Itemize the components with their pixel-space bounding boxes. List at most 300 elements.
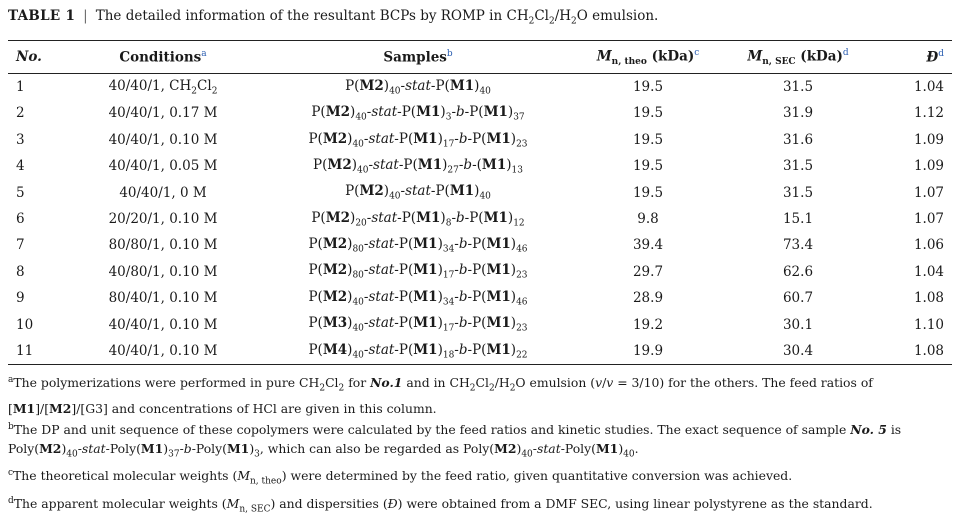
sample-text: ) bbox=[347, 262, 353, 279]
footnote-text: ) were obtained from a DMF SEC, using linear polystyrene as the standard. bbox=[397, 496, 873, 512]
sample-text: M2 bbox=[359, 77, 384, 94]
footnote-text: -Poly( bbox=[560, 440, 596, 456]
table-body bbox=[8, 73, 952, 364]
sample-text: M1 bbox=[413, 341, 438, 358]
data-table bbox=[8, 40, 952, 365]
cell-mn-theo: 28.9 bbox=[632, 290, 664, 307]
sample-text: 40 bbox=[352, 139, 364, 150]
sample-text: - bbox=[366, 209, 372, 226]
sample-text: M2 bbox=[327, 156, 352, 173]
sample-text: ) bbox=[350, 104, 356, 121]
footnote-text: M2 bbox=[494, 440, 517, 456]
sample-text: M2 bbox=[359, 183, 384, 200]
sample-text: 80 bbox=[352, 244, 364, 255]
footnote-text: 40 bbox=[521, 449, 533, 460]
footnote-text: M1 bbox=[226, 440, 250, 456]
footnote-text: for bbox=[344, 375, 371, 391]
footnote-text: M2 bbox=[39, 440, 62, 456]
cell-mn-sec: 73.4 bbox=[782, 237, 814, 254]
column-header-samples bbox=[258, 40, 578, 73]
sample-text: M3 bbox=[322, 315, 348, 332]
footnote-text: -Poly( bbox=[105, 440, 141, 456]
sample-text: M1 bbox=[486, 288, 511, 305]
column-header-mn-sec bbox=[718, 40, 878, 73]
sample-text: 40 bbox=[389, 86, 401, 97]
sample-text: b bbox=[458, 130, 468, 147]
cell-dispersity: 1.08 bbox=[878, 338, 952, 365]
sample-text: P( bbox=[308, 288, 323, 305]
cell-conditions bbox=[68, 259, 258, 285]
footnote-text: -Poly( bbox=[191, 440, 227, 456]
table-figure bbox=[8, 0, 952, 520]
sample-text: - bbox=[454, 262, 459, 279]
cell-mn-sec: 31.5 bbox=[782, 79, 814, 96]
table-row bbox=[8, 73, 952, 100]
sample-text: M1 bbox=[413, 130, 438, 147]
footnote-text: 2 bbox=[469, 383, 476, 394]
footnote-text: M2 bbox=[49, 400, 72, 416]
footnote-text: ) bbox=[61, 440, 67, 456]
footnote-text: 2 bbox=[509, 383, 516, 394]
sample-text: stat bbox=[368, 341, 395, 358]
sample-text: M1 bbox=[481, 156, 507, 173]
footnote-text: /H bbox=[494, 375, 510, 391]
sample-text: stat bbox=[371, 209, 398, 226]
sample-text: M1 bbox=[483, 104, 508, 121]
sample-text: - bbox=[363, 341, 369, 358]
cell-no: 3 bbox=[16, 131, 25, 148]
caption-text-segment: 2 bbox=[528, 16, 535, 27]
cell-no: 11 bbox=[8, 338, 68, 365]
cell-dispersity: 1.09 bbox=[913, 131, 944, 148]
conditions-text: 40/40/1, 0.10 M bbox=[108, 131, 218, 148]
cell-mn-theo: 19.2 bbox=[632, 316, 664, 333]
cell-mn-theo: 9.8 bbox=[637, 211, 659, 228]
sample-text: ) bbox=[442, 156, 448, 173]
sample-text: - bbox=[400, 77, 406, 94]
sample-text: M2 bbox=[322, 130, 348, 147]
sample-text: stat bbox=[368, 130, 395, 147]
table-row bbox=[8, 153, 952, 179]
sample-text: 40 bbox=[352, 323, 364, 334]
footnote-text: Cl bbox=[475, 375, 489, 391]
footnote-text: ]/[ bbox=[35, 400, 50, 416]
footnote-text: / bbox=[602, 375, 607, 391]
footnote-text: , which can also be regarded as Poly( bbox=[259, 440, 495, 456]
cell-mn-sec: 15.1 bbox=[782, 211, 814, 228]
sample-text: P( bbox=[345, 77, 360, 94]
sample-text: M1 bbox=[486, 315, 511, 332]
sample-text: 23 bbox=[516, 271, 528, 282]
cell-no: 6 bbox=[16, 211, 25, 228]
header-text: a bbox=[201, 49, 207, 60]
sample-text: - bbox=[363, 262, 369, 279]
footnote-text: n, theo bbox=[250, 476, 282, 487]
sample-text: -P( bbox=[397, 209, 417, 226]
footnote-text: ]/[G3] and concentrations of HCl are given in this column. bbox=[71, 400, 437, 416]
sample-text: M2 bbox=[322, 288, 348, 305]
sample-text: M1 bbox=[486, 341, 511, 358]
sample-text: 40 bbox=[357, 165, 369, 176]
footnote-text: M bbox=[226, 496, 240, 512]
footnote-text: 2 bbox=[338, 383, 345, 394]
column-header-dispersity bbox=[878, 40, 952, 73]
footnote-text: - bbox=[532, 440, 537, 456]
sample-text: stat bbox=[368, 236, 395, 253]
sample-text: M2 bbox=[322, 236, 348, 253]
cell-conditions bbox=[68, 153, 258, 179]
caption-text-segment: 2 bbox=[571, 16, 577, 27]
footnote-text: n, SEC bbox=[239, 504, 271, 515]
header-text: M bbox=[596, 48, 612, 65]
sample-text: - bbox=[451, 104, 456, 121]
table-row bbox=[8, 259, 952, 285]
header-text: b bbox=[446, 49, 453, 60]
sample-text: -P( bbox=[467, 315, 487, 332]
cell-conditions bbox=[68, 179, 258, 205]
cell-mn-sec: 31.6 bbox=[782, 131, 814, 148]
sample-text: 18 bbox=[442, 350, 455, 361]
cell-mn-sec: 31.9 bbox=[782, 105, 814, 122]
sample-text: ) bbox=[510, 236, 517, 253]
cell-mn-theo: 19.5 bbox=[632, 131, 664, 148]
sample-text: 40 bbox=[352, 350, 364, 361]
conditions-text: 20/20/1, 0.10 M bbox=[108, 211, 218, 228]
cell-sample bbox=[258, 206, 578, 232]
cell-sample bbox=[258, 259, 578, 285]
conditions-text: 40/40/1, 0.17 M bbox=[108, 105, 218, 122]
footnote-text: M1 bbox=[140, 440, 164, 456]
cell-dispersity: 1.06 bbox=[913, 237, 944, 254]
sample-text: - bbox=[363, 236, 369, 253]
conditions-text: 80/80/1, 0.10 M bbox=[108, 237, 218, 254]
sample-text: b bbox=[458, 262, 468, 279]
cell-mn-theo: 39.4 bbox=[632, 237, 664, 254]
caption-text-segment: O emulsion. bbox=[576, 8, 659, 24]
cell-dispersity: 1.07 bbox=[913, 184, 944, 201]
cell-no: 7 bbox=[16, 237, 25, 254]
sample-text: b bbox=[456, 209, 465, 226]
footnote-text: 37 bbox=[168, 449, 180, 460]
sample-text: - bbox=[363, 130, 369, 147]
footnote-text: a bbox=[8, 375, 14, 386]
caption-text-segment: Cl bbox=[534, 8, 549, 24]
footnote-text: The theoretical molecular weights ( bbox=[13, 468, 238, 484]
sample-text: -P( bbox=[464, 104, 484, 121]
sample-text: ) bbox=[510, 341, 517, 358]
table-row bbox=[8, 338, 952, 365]
table-row bbox=[8, 311, 952, 337]
sample-text: -P( bbox=[467, 288, 487, 305]
sample-text: stat bbox=[368, 315, 395, 332]
sample-text: P( bbox=[308, 262, 323, 279]
table-row bbox=[8, 285, 952, 311]
cell-sample bbox=[258, 338, 578, 365]
sample-text: - bbox=[363, 288, 369, 305]
sample-text: - bbox=[454, 130, 459, 147]
sample-text: stat bbox=[371, 104, 398, 121]
table-row bbox=[8, 232, 952, 258]
sample-text: ) bbox=[507, 209, 514, 226]
conditions-text: Cl bbox=[197, 77, 212, 94]
sample-text: ) bbox=[347, 130, 353, 147]
sample-text: - bbox=[366, 104, 372, 121]
footnote-text: ) bbox=[163, 440, 169, 456]
cell-mn-sec: 30.4 bbox=[718, 338, 878, 365]
footnote-text: ) bbox=[516, 440, 522, 456]
sample-text: M2 bbox=[322, 262, 348, 279]
conditions-text: 40/40/1, 0.10 M bbox=[108, 342, 218, 359]
cell-sample bbox=[258, 100, 578, 126]
footnote-text: 2 bbox=[488, 383, 495, 394]
footnote-text: ) bbox=[249, 440, 255, 456]
sample-text: 13 bbox=[511, 165, 523, 176]
sample-text: ) bbox=[506, 156, 512, 173]
footnote-b bbox=[8, 418, 952, 465]
cell-no: 9 bbox=[16, 290, 25, 307]
footnote-text: Đ bbox=[387, 496, 398, 512]
footnote-text: v bbox=[606, 375, 614, 391]
sample-text: M2 bbox=[325, 209, 351, 226]
header-text: (kDa) bbox=[795, 48, 843, 65]
sample-text: -P( bbox=[398, 156, 418, 173]
cell-dispersity: 1.04 bbox=[913, 79, 944, 96]
sample-text: ) bbox=[474, 183, 480, 200]
sample-text: P( bbox=[308, 236, 323, 253]
sample-text: M2 bbox=[325, 104, 351, 121]
conditions-text: 40/40/1, CH bbox=[108, 77, 192, 94]
table-row bbox=[8, 179, 952, 205]
sample-text: M1 bbox=[417, 156, 443, 173]
footnote-text: v bbox=[595, 375, 603, 391]
sample-text: -P( bbox=[394, 315, 414, 332]
header-text: Đ bbox=[926, 49, 939, 66]
header-text: n, SEC bbox=[762, 56, 796, 67]
sample-text: M1 bbox=[413, 236, 438, 253]
sample-text: -P( bbox=[464, 209, 484, 226]
footnote-text: is Poly( bbox=[8, 421, 902, 456]
sample-text: M1 bbox=[413, 288, 438, 305]
cell-sample bbox=[258, 311, 578, 337]
footnote-text: - bbox=[179, 440, 184, 456]
sample-text: M1 bbox=[416, 104, 441, 121]
sample-text: M1 bbox=[486, 262, 511, 279]
header-text: d bbox=[938, 49, 944, 60]
cell-mn-theo: 19.9 bbox=[578, 338, 718, 365]
sample-text: ) bbox=[437, 315, 443, 332]
footnote-text: . bbox=[634, 440, 639, 456]
sample-text: ) bbox=[437, 130, 443, 147]
sample-text: ) bbox=[383, 77, 390, 94]
sample-text: -P( bbox=[394, 262, 414, 279]
cell-sample bbox=[258, 127, 578, 153]
caption-text-segment: /H bbox=[554, 8, 572, 24]
cell-dispersity: 1.10 bbox=[913, 316, 944, 333]
sample-text: ) bbox=[437, 341, 443, 358]
cell-sample bbox=[258, 153, 578, 179]
cell-conditions bbox=[68, 311, 258, 337]
sample-text: M1 bbox=[416, 209, 441, 226]
sample-text: 37 bbox=[513, 112, 525, 123]
table-row bbox=[8, 206, 952, 232]
footnote-c bbox=[8, 464, 952, 492]
cell-sample bbox=[258, 179, 578, 205]
column-header-conditions bbox=[68, 40, 258, 73]
footnote-text: = 3/10) for the others. The feed ratios of [ bbox=[8, 375, 873, 416]
cell-conditions bbox=[68, 285, 258, 311]
sample-text: 40 bbox=[352, 297, 364, 308]
sample-text: -P( bbox=[394, 236, 414, 253]
sample-text: 3 bbox=[445, 112, 452, 123]
conditions-text: 40/40/1, 0.10 M bbox=[108, 316, 218, 333]
sample-text: 20 bbox=[355, 218, 367, 229]
sample-text: P( bbox=[311, 209, 326, 226]
cell-dispersity: 1.12 bbox=[913, 105, 944, 122]
footnote-text: 3 bbox=[254, 449, 260, 460]
sample-text: 12 bbox=[513, 218, 525, 229]
header-text: M bbox=[747, 48, 763, 65]
sample-text: - bbox=[458, 156, 464, 173]
conditions-text: 80/40/1, 0.10 M bbox=[108, 290, 218, 307]
sample-text: - bbox=[454, 341, 459, 358]
sample-text: M1 bbox=[449, 77, 475, 94]
sample-text: -P( bbox=[467, 262, 487, 279]
sample-text: - bbox=[363, 315, 369, 332]
sample-text: ) bbox=[350, 209, 356, 226]
cell-mn-sec: 62.6 bbox=[782, 263, 814, 280]
cell-dispersity: 1.09 bbox=[913, 158, 944, 175]
caption-separator: | bbox=[83, 8, 88, 24]
footnote-text: ) were determined by the feed ratio, given quantitative conversion was achieved. bbox=[281, 468, 793, 484]
footnote-text: The apparent molecular weights ( bbox=[13, 496, 227, 512]
cell-no: 4 bbox=[16, 158, 25, 175]
sample-text: M1 bbox=[483, 209, 508, 226]
cell-conditions bbox=[68, 232, 258, 258]
footnote-text: 2 bbox=[319, 383, 326, 394]
header-row bbox=[8, 40, 952, 73]
footnote-text: M bbox=[237, 468, 250, 484]
footnote-text: 40 bbox=[623, 449, 635, 460]
sample-text: M1 bbox=[449, 183, 475, 200]
cell-mn-sec: 30.1 bbox=[782, 316, 814, 333]
sample-text: 17 bbox=[442, 271, 455, 282]
sample-text: -P( bbox=[430, 77, 450, 94]
header-text: n, theo bbox=[611, 56, 647, 67]
cell-sample bbox=[258, 232, 578, 258]
sample-text: -P( bbox=[394, 130, 414, 147]
sample-text: ) bbox=[510, 130, 517, 147]
sample-text: b bbox=[458, 315, 468, 332]
cell-no: 8 bbox=[16, 263, 25, 280]
footnote-text: Cl bbox=[325, 375, 339, 391]
sample-text: -P( bbox=[467, 341, 487, 358]
footnote-text: b bbox=[183, 440, 192, 456]
sample-text: 80 bbox=[352, 271, 364, 282]
footnote-text: stat bbox=[81, 440, 106, 456]
sample-text: M1 bbox=[486, 130, 511, 147]
sample-text: P( bbox=[308, 341, 323, 358]
footnote-text: 40 bbox=[66, 449, 78, 460]
footnote-a bbox=[8, 371, 952, 418]
sample-text: ) bbox=[437, 236, 443, 253]
cell-conditions bbox=[68, 100, 258, 126]
header-text: Conditions bbox=[119, 49, 202, 66]
footnote-text: c bbox=[8, 468, 14, 479]
footnote-text: M1 bbox=[12, 400, 36, 416]
cell-no: 5 bbox=[16, 184, 25, 201]
sample-text: -P( bbox=[430, 183, 450, 200]
sample-text: - bbox=[451, 209, 456, 226]
conditions-text: 2 bbox=[191, 86, 198, 97]
sample-text: ) bbox=[510, 288, 517, 305]
cell-no: 1 bbox=[16, 79, 25, 96]
sample-text: -P( bbox=[467, 130, 487, 147]
header-text: d bbox=[842, 47, 849, 58]
sample-text: 34 bbox=[442, 297, 455, 308]
sample-text: stat bbox=[368, 262, 395, 279]
sample-text: ) bbox=[347, 341, 353, 358]
header-text: Samples bbox=[383, 49, 447, 66]
cell-mn-sec: 31.5 bbox=[782, 184, 814, 201]
sample-text: b bbox=[458, 288, 468, 305]
conditions-text: 40/80/1, 0.10 M bbox=[108, 263, 218, 280]
cell-conditions bbox=[68, 127, 258, 153]
sample-text: ) bbox=[347, 315, 353, 332]
footnote-text: The DP and unit sequence of these copolymers were calculated by the feed ratios and kinetic studies. The exact sequence of sample bbox=[13, 421, 851, 437]
sample-text: M1 bbox=[413, 315, 438, 332]
sample-text: 8 bbox=[445, 218, 452, 229]
sample-text: P( bbox=[345, 183, 360, 200]
footnote-text: The polymerizations were performed in pure CH bbox=[13, 375, 320, 391]
cell-conditions bbox=[68, 206, 258, 232]
sample-text: P( bbox=[311, 104, 326, 121]
footnote-text: O emulsion ( bbox=[515, 375, 596, 391]
caption-text bbox=[95, 8, 659, 27]
cell-mn-theo: 19.5 bbox=[632, 158, 664, 175]
sample-text: 40 bbox=[479, 86, 491, 97]
cell-sample bbox=[258, 73, 578, 100]
sample-text: ) bbox=[507, 104, 514, 121]
cell-mn-theo: 19.5 bbox=[632, 79, 664, 96]
column-header-no bbox=[8, 40, 68, 73]
sample-text: b bbox=[458, 341, 468, 358]
cell-conditions bbox=[68, 73, 258, 100]
sample-text: - bbox=[368, 156, 374, 173]
footnotes bbox=[8, 371, 952, 519]
caption-text-segment: The detailed information of the resultant BCPs by ROMP in CH bbox=[95, 8, 529, 24]
sample-text: - bbox=[454, 315, 459, 332]
sample-text: -P( bbox=[397, 104, 417, 121]
cell-mn-sec: 60.7 bbox=[782, 290, 814, 307]
sample-text: 40 bbox=[355, 112, 367, 123]
footnote-text: d bbox=[8, 495, 14, 506]
sample-text: ) bbox=[510, 262, 517, 279]
cell-dispersity: 1.08 bbox=[913, 290, 944, 307]
sample-text: - bbox=[400, 183, 406, 200]
sample-text: P( bbox=[308, 315, 323, 332]
sample-text: -( bbox=[472, 156, 482, 173]
table-row bbox=[8, 100, 952, 126]
sample-text: ) bbox=[440, 104, 446, 121]
sample-text: ) bbox=[437, 288, 443, 305]
cell-dispersity: 1.07 bbox=[913, 211, 944, 228]
conditions-text: 40/40/1, 0.05 M bbox=[108, 158, 218, 175]
footnote-text: ) bbox=[618, 440, 624, 456]
sample-text: ) bbox=[383, 183, 390, 200]
sample-text: b bbox=[458, 236, 468, 253]
sample-text: 17 bbox=[442, 323, 455, 334]
footnote-text: No.1 bbox=[370, 375, 403, 391]
